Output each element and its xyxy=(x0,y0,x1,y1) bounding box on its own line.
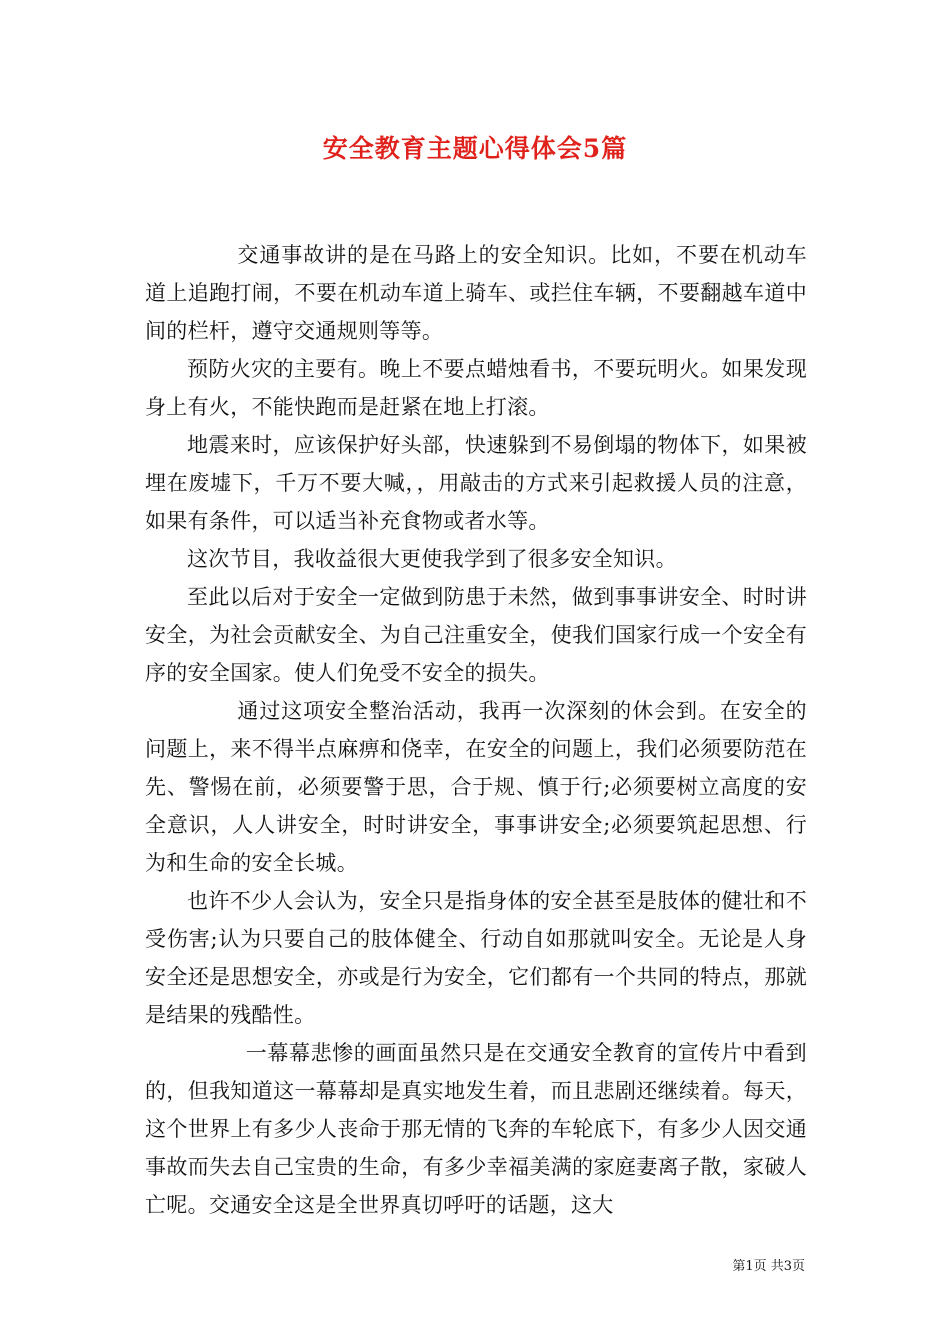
paragraph-fire: 预防火灾的主要有。晚上不要点蜡烛看书，不要玩明火。如果发现身上有火，不能快跑而是赶紧在地上打滚。 xyxy=(145,357,807,419)
paragraph-traffic: 交通事故讲的是在马路上的安全知识。比如，不要在机动车道上追跑打闹，不要在机动车道上骑车、或拦住车辆，不要翻越车道中间的栏杆，遵守交通规则等等。 xyxy=(145,243,807,343)
paragraph-safety-meaning: 也许不少人会认为，安全只是指身体的安全甚至是肢体的健壮和不受伤害;认为只要自己的肢体健全、行动自如那就叫安全。无论是人身安全还是思想安全，亦或是行为安全，它们都有一个共同的特点，那就是结果的残酷性。 xyxy=(145,889,807,1027)
paragraph-campaign: 通过这项安全整治活动，我再一次深刻的休会到。在安全的问题上，来不得半点麻痹和侥幸，在安全的问题上，我们必须要防范在先、警惕在前，必须要警于思，合于规、慎于行;必须要树立高度的安全意识，人人讲安全，时时讲安全，事事讲安全;必须要筑起思想、行为和生命的安全长城。 xyxy=(145,699,807,875)
paragraph-earthquake: 地震来时，应该保护好头部，快速躲到不易倒塌的物体下，如果被埋在废墟下，千万不要大喊，，用敲击的方式来引起救援人员的注意，如果有条件，可以适当补充食物或者水等。 xyxy=(145,433,807,533)
paragraph-prevention: 至此以后对于安全一定做到防患于未然，做到事事讲安全、时时讲安全，为社会贡献安全、为自己注重安全，使我们国家行成一个安全有序的安全国家。使人们免受不安全的损失。 xyxy=(145,585,807,685)
paragraph-program: 这次节目，我收益很大更使我学到了很多安全知识。 xyxy=(187,547,677,571)
paragraph-tragedy: 一幕幕悲惨的画面虽然只是在交通安全教育的宣传片中看到的，但我知道这一幕幕却是真实地发生着，而且悲剧还继续着。每天，这个世界上有多少人丧命于那无情的飞奔的车轮底下，有多少人因交通事故而失去自己宝贵的生命，有多少幸福美满的家庭妻离子散，家破人亡呢。交通安全这是全世界真切呼吁的话题，这大 xyxy=(145,1041,807,1217)
page-number: 第1页 共3页 xyxy=(732,1259,805,1274)
document-body xyxy=(145,236,807,1224)
document-title: 安全教育主题心得体会5篇 xyxy=(322,134,628,163)
